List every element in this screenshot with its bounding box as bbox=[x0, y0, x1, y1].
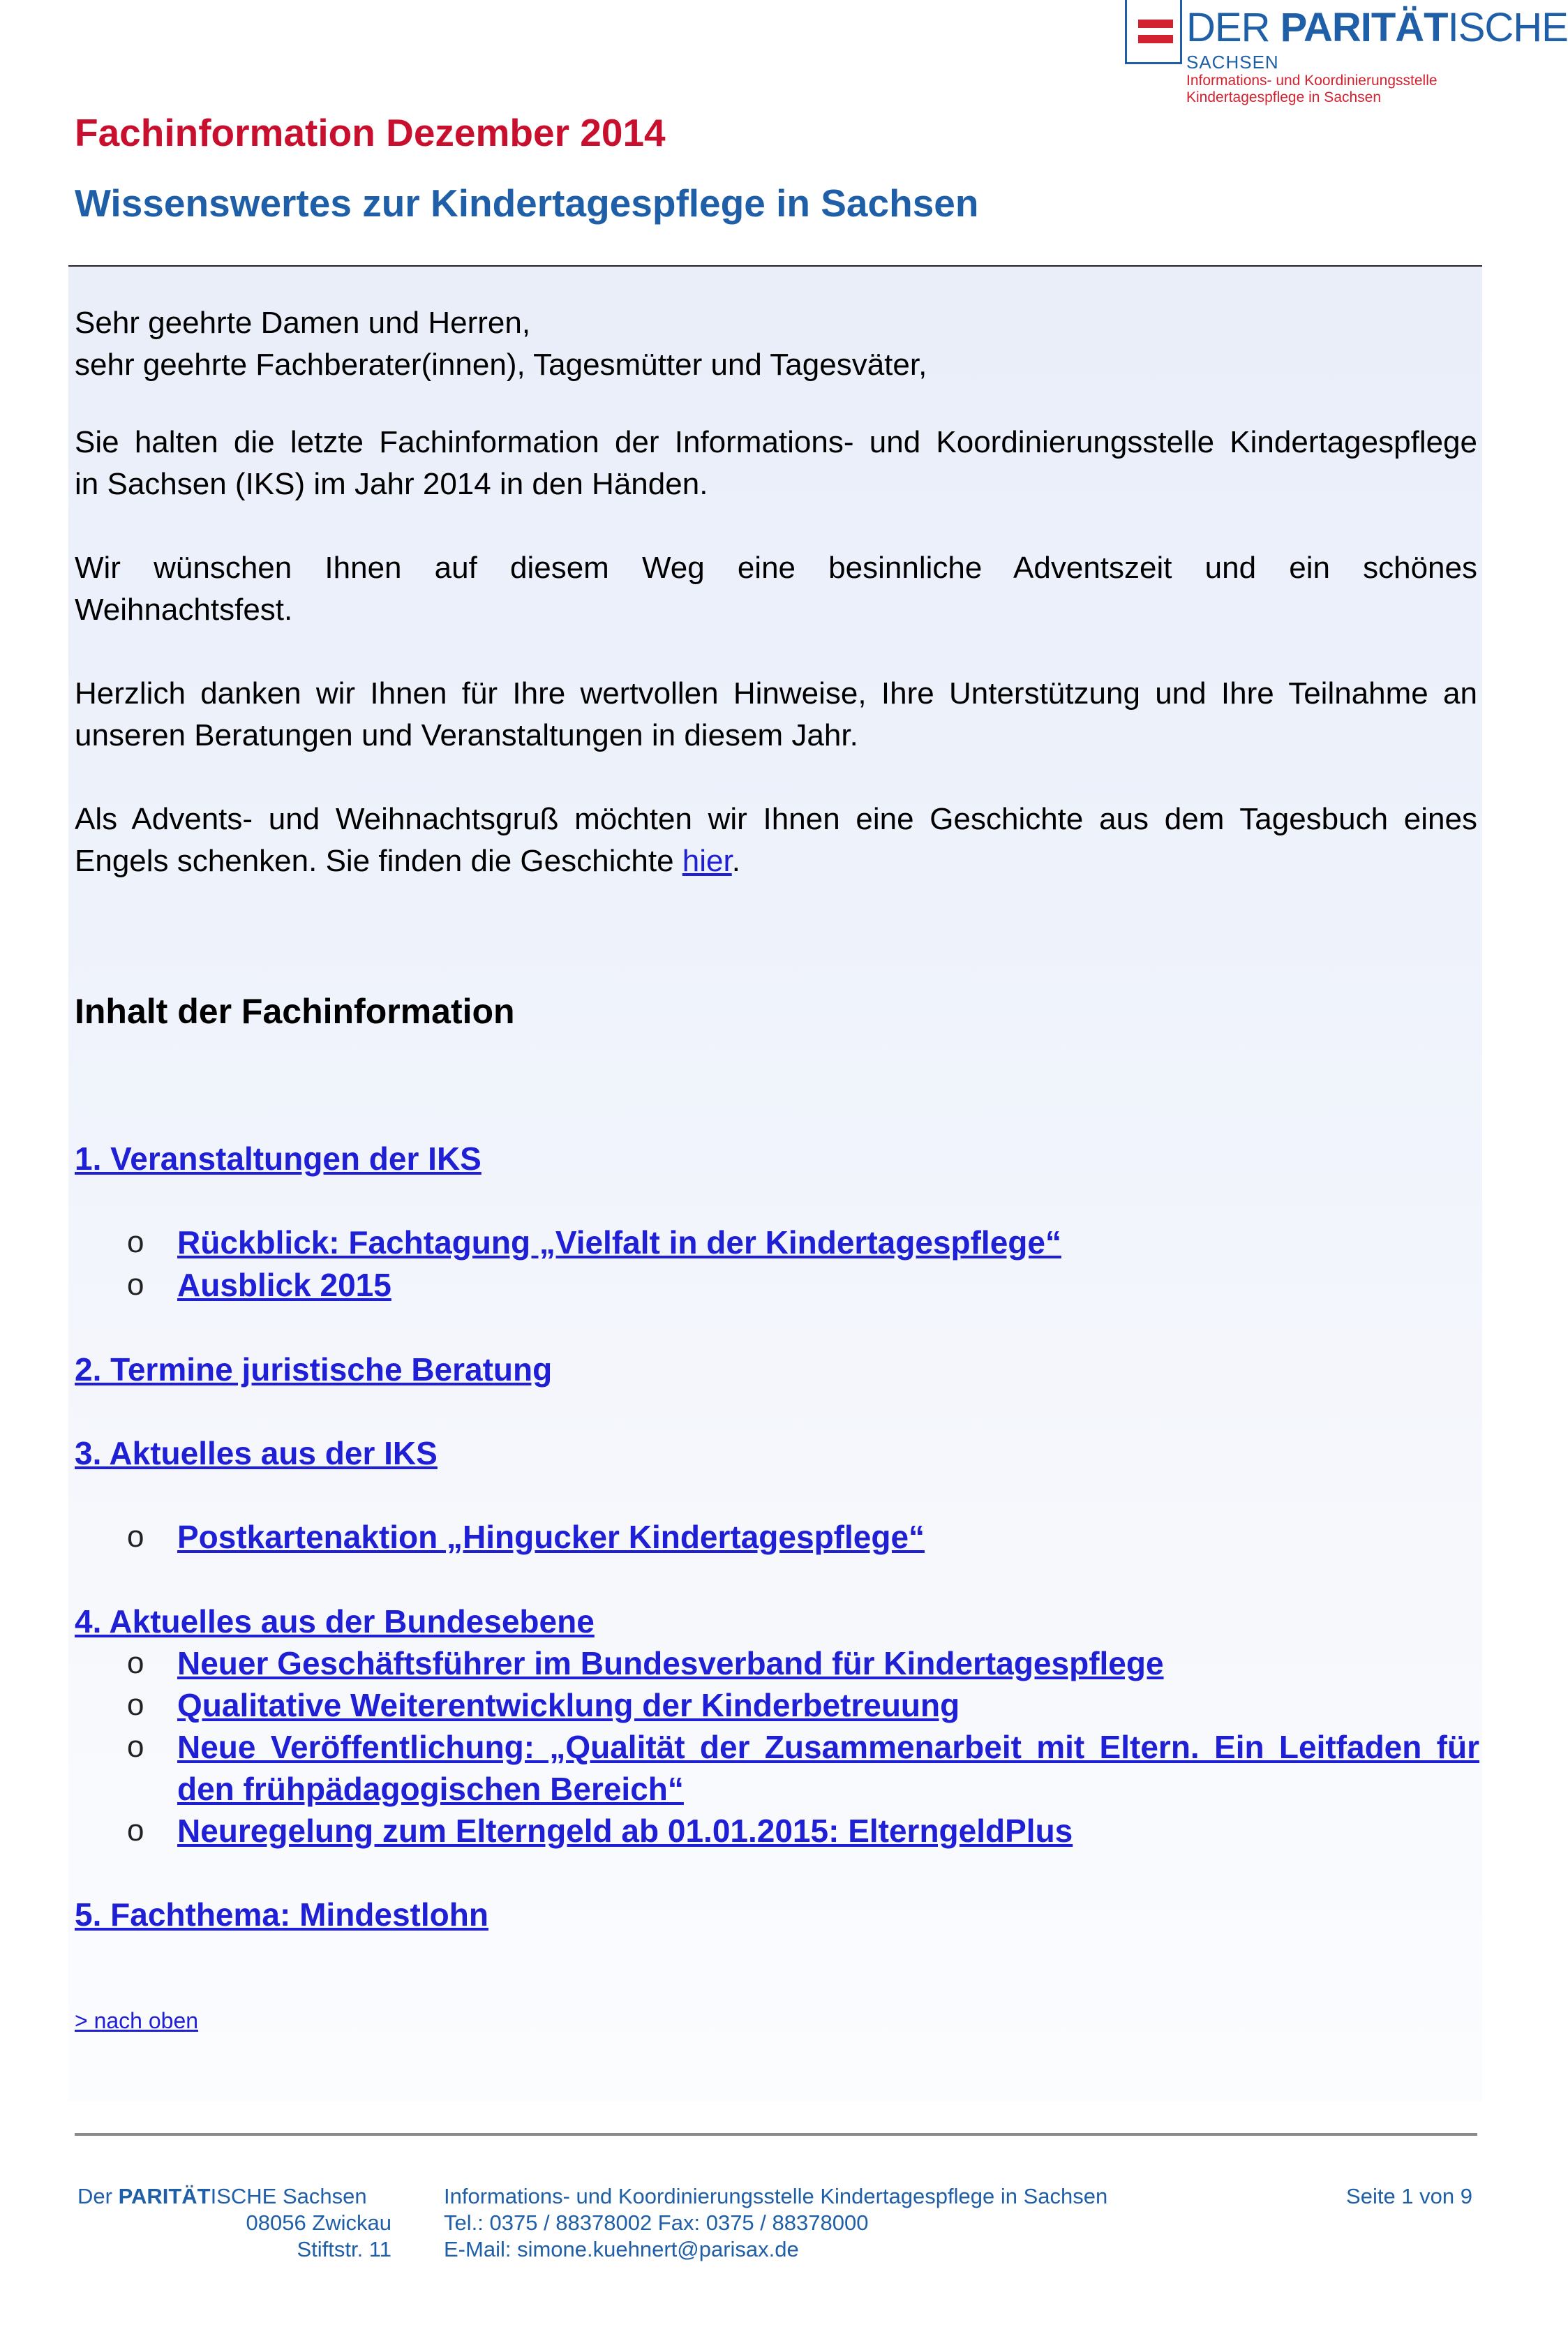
paragraph-2-line-1: Wir wünschen Ihnen auf diesem Weg eine besinnliche Adventszeit und ein schönes bbox=[75, 551, 1477, 585]
toc-section-1[interactable]: 1. Veranstaltungen der IKS bbox=[75, 1140, 481, 1177]
back-to-top-link[interactable]: > nach oben bbox=[75, 2008, 199, 2033]
toc-item-4-4[interactable]: Neuregelung zum Elterngeld ab 01.01.2015: ElterngeldPlus bbox=[177, 1813, 1073, 1849]
bullet: o bbox=[127, 1519, 144, 1554]
toc-item-4-3[interactable]: Neue Veröffentlichung: „Qualität der Zusammenarbeit mit Eltern. Ein Leitfaden für bbox=[177, 1729, 1479, 1765]
toc-item-3-1[interactable]: Postkartenaktion „Hingucker Kindertagespflege“ bbox=[177, 1519, 925, 1555]
toc-item-1-2[interactable]: Ausblick 2015 bbox=[177, 1267, 391, 1303]
paragraph-4-line-2: Engels schenken. Sie finden die Geschichte hier. bbox=[75, 844, 740, 878]
document-subtitle: Wissenswertes zur Kindertagespflege in Sachsen bbox=[75, 181, 979, 225]
bullet: o bbox=[127, 1813, 144, 1848]
footer-email: E-Mail: simone.kuehnert@parisax.de bbox=[444, 2237, 799, 2261]
paragraph-3-line-2: unseren Beratungen und Veranstaltungen in diesem Jahr. bbox=[75, 718, 858, 752]
page-number: Seite 1 von 9 bbox=[1346, 2184, 1472, 2208]
footer-city: 08056 Zwickau bbox=[246, 2210, 391, 2235]
toc-item-4-1[interactable]: Neuer Geschäftsführer im Bundesverband für Kindertagespflege bbox=[177, 1645, 1164, 1681]
logo-line2: Kindertagespflege in Sachsen bbox=[1186, 89, 1382, 105]
logo-emblem bbox=[1125, 0, 1182, 64]
logo-region: SACHSEN bbox=[1186, 52, 1279, 73]
toc-section-5[interactable]: 5. Fachthema: Mindestlohn bbox=[75, 1896, 488, 1933]
paritaetische-logo bbox=[1125, 0, 1568, 112]
footer-center-line-1: Informations- und Koordinierungsstelle Kindertagespflege in Sachsen bbox=[444, 2184, 1108, 2208]
bullet: o bbox=[127, 1225, 144, 1259]
toc-item-4-2[interactable]: Qualitative Weiterentwicklung der Kinderbetreuung bbox=[177, 1687, 960, 1723]
toc-item-4-3-continued[interactable]: den frühpädagogischen Bereich“ bbox=[177, 1771, 684, 1807]
salutation-1: Sehr geehrte Damen und Herren, bbox=[75, 306, 531, 340]
footer-street: Stiftstr. 11 bbox=[297, 2237, 391, 2261]
bullet: o bbox=[127, 1646, 144, 1680]
toc-section-2[interactable]: 2. Termine juristische Beratung bbox=[75, 1351, 553, 1388]
logo-brand: DER PARITÄTISCHE bbox=[1186, 5, 1568, 50]
paragraph-4-line-1: Als Advents- und Weihnachtsgruß möchten wir Ihnen eine Geschichte aus dem Tagesbuch eines bbox=[75, 802, 1477, 836]
document-title: Fachinformation Dezember 2014 bbox=[75, 111, 666, 154]
bullet: o bbox=[127, 1268, 144, 1302]
paragraph-3-line-1: Herzlich danken wir Ihnen für Ihre wertvollen Hinweise, Ihre Unterstützung und Ihre Teilnahme an bbox=[75, 676, 1477, 711]
logo-line1: Informations- und Koordinierungsstelle bbox=[1186, 73, 1438, 89]
salutation-2: sehr geehrte Fachberater(innen), Tagesmütter und Tagesväter, bbox=[75, 348, 927, 382]
bullet: o bbox=[127, 1730, 144, 1764]
paragraph-2-line-2: Weihnachtsfest. bbox=[75, 593, 293, 627]
footer-org: Der PARITÄTISCHE Sachsen bbox=[77, 2184, 367, 2208]
paragraph-1-line-1: Sie halten die letzte Fachinformation der Informations- und Koordinierungsstelle Kindertagespflege bbox=[75, 425, 1477, 459]
footer-phone-fax: Tel.: 0375 / 88378002 Fax: 0375 / 88378000 bbox=[444, 2210, 869, 2235]
paragraph-1-line-2: in Sachsen (IKS) im Jahr 2014 in den Händen. bbox=[75, 467, 708, 501]
footer-divider bbox=[75, 2133, 1477, 2136]
logo-red-bar-top bbox=[1138, 20, 1173, 28]
toc-item-1-1[interactable]: Rückblick: Fachtagung „Vielfalt in der Kindertagespflege“ bbox=[177, 1224, 1061, 1261]
story-link[interactable]: hier bbox=[682, 844, 732, 878]
bullet: o bbox=[127, 1688, 144, 1722]
logo-red-bar-bottom bbox=[1138, 35, 1173, 43]
toc-section-3[interactable]: 3. Aktuelles aus der IKS bbox=[75, 1435, 438, 1471]
toc-heading: Inhalt der Fachinformation bbox=[75, 992, 515, 1031]
toc-section-4[interactable]: 4. Aktuelles aus der Bundesebene bbox=[75, 1603, 595, 1640]
